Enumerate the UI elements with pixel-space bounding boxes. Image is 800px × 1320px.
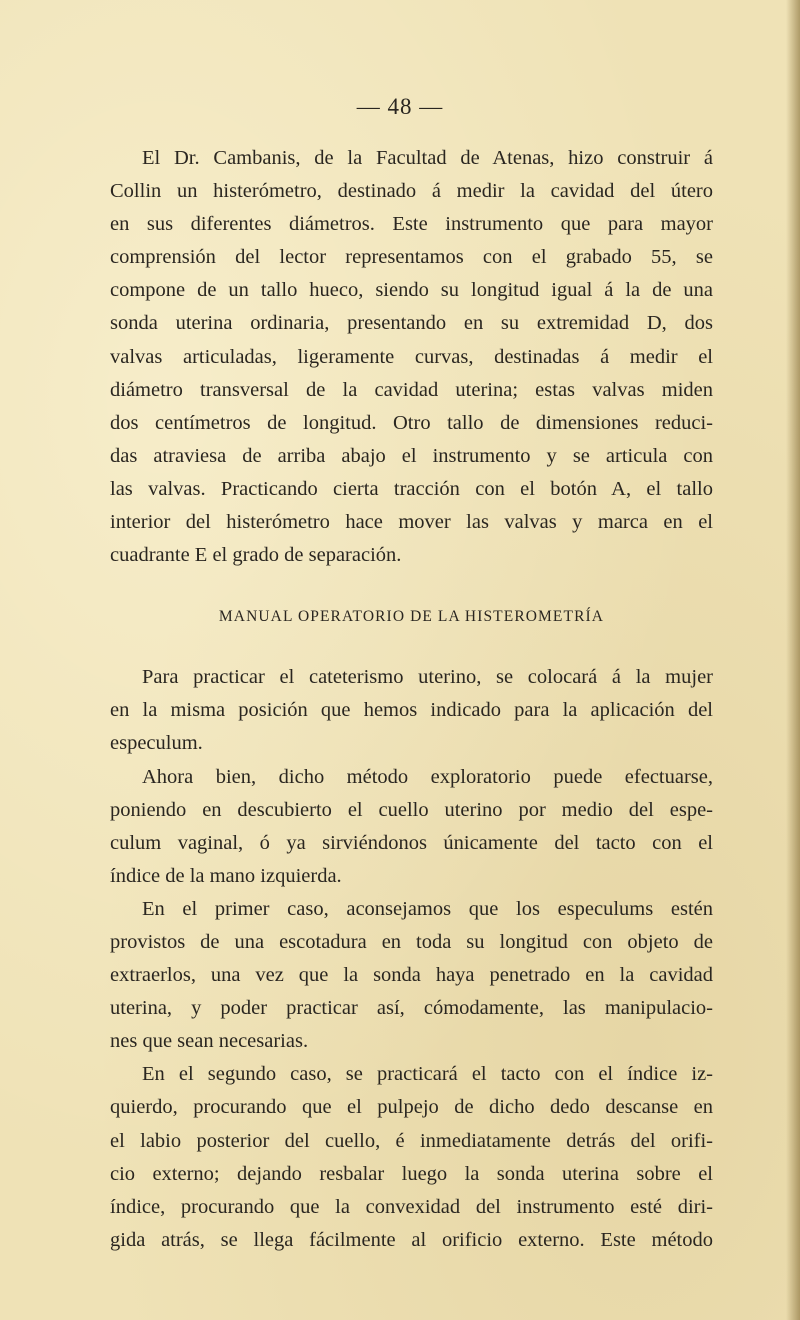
text-line: en sus diferentes diámetros. Este instrumento que para mayor (110, 213, 713, 236)
text-line: En el segundo caso, se practicará el tacto con el índice iz- (142, 1063, 713, 1086)
text-line: compone de un tallo hueco, siendo su longitud igual á la de una (110, 279, 713, 302)
page-edge-shadow (786, 0, 800, 1320)
text-line: En el primer caso, aconsejamos que los especulums estén (142, 897, 713, 920)
text-line: provistos de una escotadura en toda su longitud con objeto de (110, 930, 713, 953)
text-line: Para practicar el cateterismo uterino, se colocará á la mujer (142, 666, 713, 689)
text-line: comprensión del lector representamos con el grabado 55, se (110, 246, 713, 269)
text-line: interior del histerómetro hace mover las valvas y marca en el (110, 511, 713, 534)
text-line: índice, procurando que la convexidad del instrumento esté diri- (110, 1195, 713, 1218)
text-line: dos centímetros de longitud. Otro tallo de dimensiones reduci- (110, 411, 713, 434)
text-line: diámetro transversal de la cavidad uterina; estas valvas miden (110, 378, 713, 401)
text-line: gida atrás, se llega fácilmente al orificio externo. Este método (110, 1228, 713, 1251)
text-line: nes que sean necesarias. (110, 1030, 309, 1053)
text-line: culum vaginal, ó ya sirviéndonos únicamente del tacto con el (110, 831, 713, 854)
text-line: cio externo; dejando resbalar luego la sonda uterina sobre el (110, 1162, 713, 1185)
text-line: El Dr. Cambanis, de la Facultad de Atenas, hizo construir á (142, 147, 713, 169)
text-line: poniendo en descubierto el cuello uterino por medio del espe- (110, 798, 713, 821)
text-line: índice de la mano izquierda. (110, 864, 342, 887)
text-line: en la misma posición que hemos indicado para la aplicación del (110, 699, 713, 722)
text-line: las valvas. Practicando cierta tracción con el botón A, el tallo (110, 477, 713, 500)
body-text (110, 142, 713, 1257)
section-heading: MANUAL OPERATORIO DE LA HISTEROMETRÍA (218, 608, 605, 626)
text-line: Collin un histerómetro, destinado á medir la cavidad del útero (110, 180, 713, 203)
text-line: das atraviesa de arriba abajo el instrumento y se articula con (110, 444, 713, 467)
text-line: el labio posterior del cuello, é inmediatamente detrás del orifi- (110, 1129, 713, 1152)
text-line: Ahora bien, dicho método exploratorio puede efectuarse, (142, 765, 713, 788)
text-line: cuadrante E el grado de separación. (110, 544, 402, 567)
page-number: — 48 — (356, 94, 444, 119)
text-line: sonda uterina ordinaria, presentando en su extremidad D, dos (110, 312, 713, 335)
text-line: quierdo, procurando que el pulpejo de dicho dedo descanse en (110, 1096, 713, 1119)
text-line: especulum. (110, 732, 203, 755)
text-line: extraerlos, una vez que la sonda haya penetrado en la cavidad (110, 964, 713, 987)
text-line: uterina, y poder practicar así, cómodamente, las manipulacio- (110, 997, 713, 1020)
text-line: valvas articuladas, ligeramente curvas, destinadas á medir el (110, 345, 713, 368)
